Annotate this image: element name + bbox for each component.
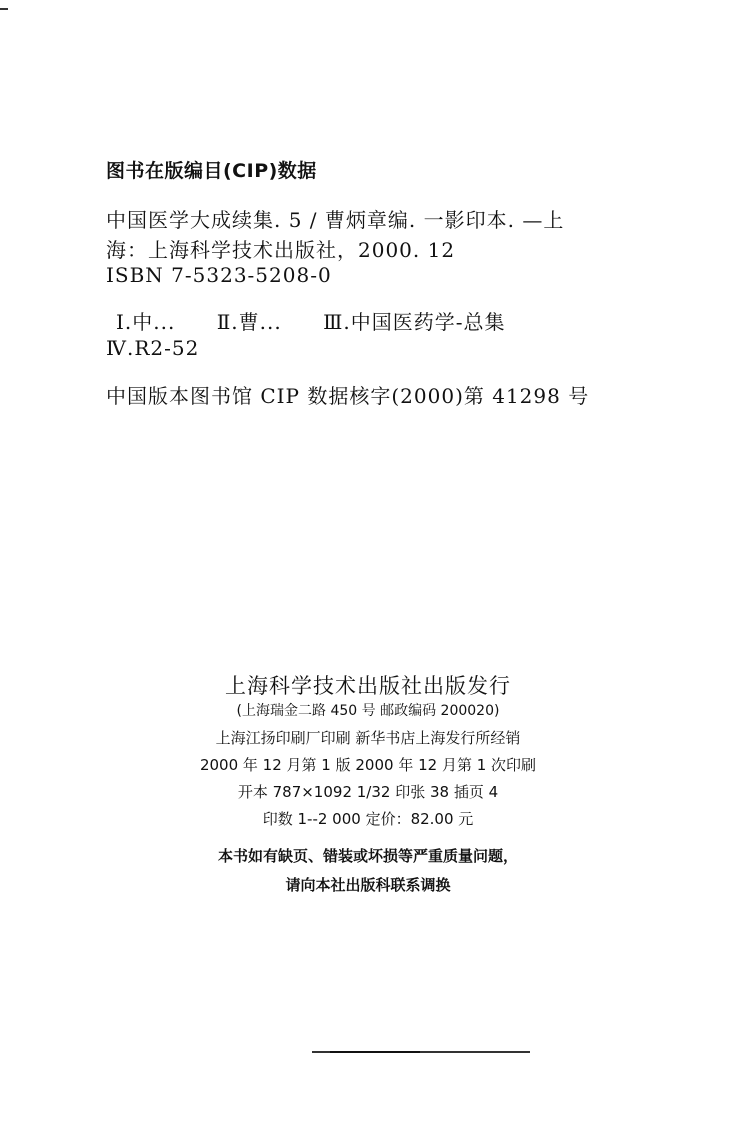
format-info: 开本 787×1092 1/32 印张 38 插页 4: [237, 783, 499, 801]
bottom-rule-accent: [330, 1051, 420, 1053]
notice-line-1: 本书如有缺页、错装或坏损等严重质量问题，: [217, 847, 518, 865]
cip-classifications: [116, 306, 540, 335]
printing-info: 上海江扬印刷厂印刷 新华书店上海发行所经销: [215, 729, 521, 747]
classification-2: Ⅱ.曹...: [216, 310, 282, 334]
quality-notice: [0, 842, 736, 900]
cip-line-title: 中国医学大成续集. 5 / 曹炳章编. 一影印本. —上: [106, 208, 565, 232]
edition-info: 2000 年 12 月第 1 版 2000 年 12 月第 1 次印刷: [199, 756, 537, 774]
cip-verification: 中国版本图书馆 CIP 数据核字(2000)第 41298 号: [106, 384, 590, 408]
cip-classification-code: Ⅳ.R2-52: [106, 336, 200, 360]
cip-isbn: ISBN 7-5323-5208-0: [106, 263, 332, 287]
classification-1: Ⅰ.中...: [116, 310, 176, 334]
classification-3: Ⅲ.中国医药学-总集: [323, 310, 506, 334]
corner-mark: [0, 8, 8, 10]
publisher-line: 上海科学技术出版社出版发行: [225, 674, 511, 698]
publisher-address: (上海瑞金二路 450 号 邮政编码 200020): [236, 703, 500, 719]
print-run-info: 印数 1--2 000 定价：82.00 元: [262, 810, 474, 828]
cip-title: 图书在版编目(CIP)数据: [106, 160, 317, 182]
cip-line-publisher: 海：上海科学技术出版社，2000. 12: [106, 238, 456, 262]
publication-info: [0, 698, 736, 833]
notice-line-2: 请向本社出版科联系调换: [285, 876, 451, 894]
